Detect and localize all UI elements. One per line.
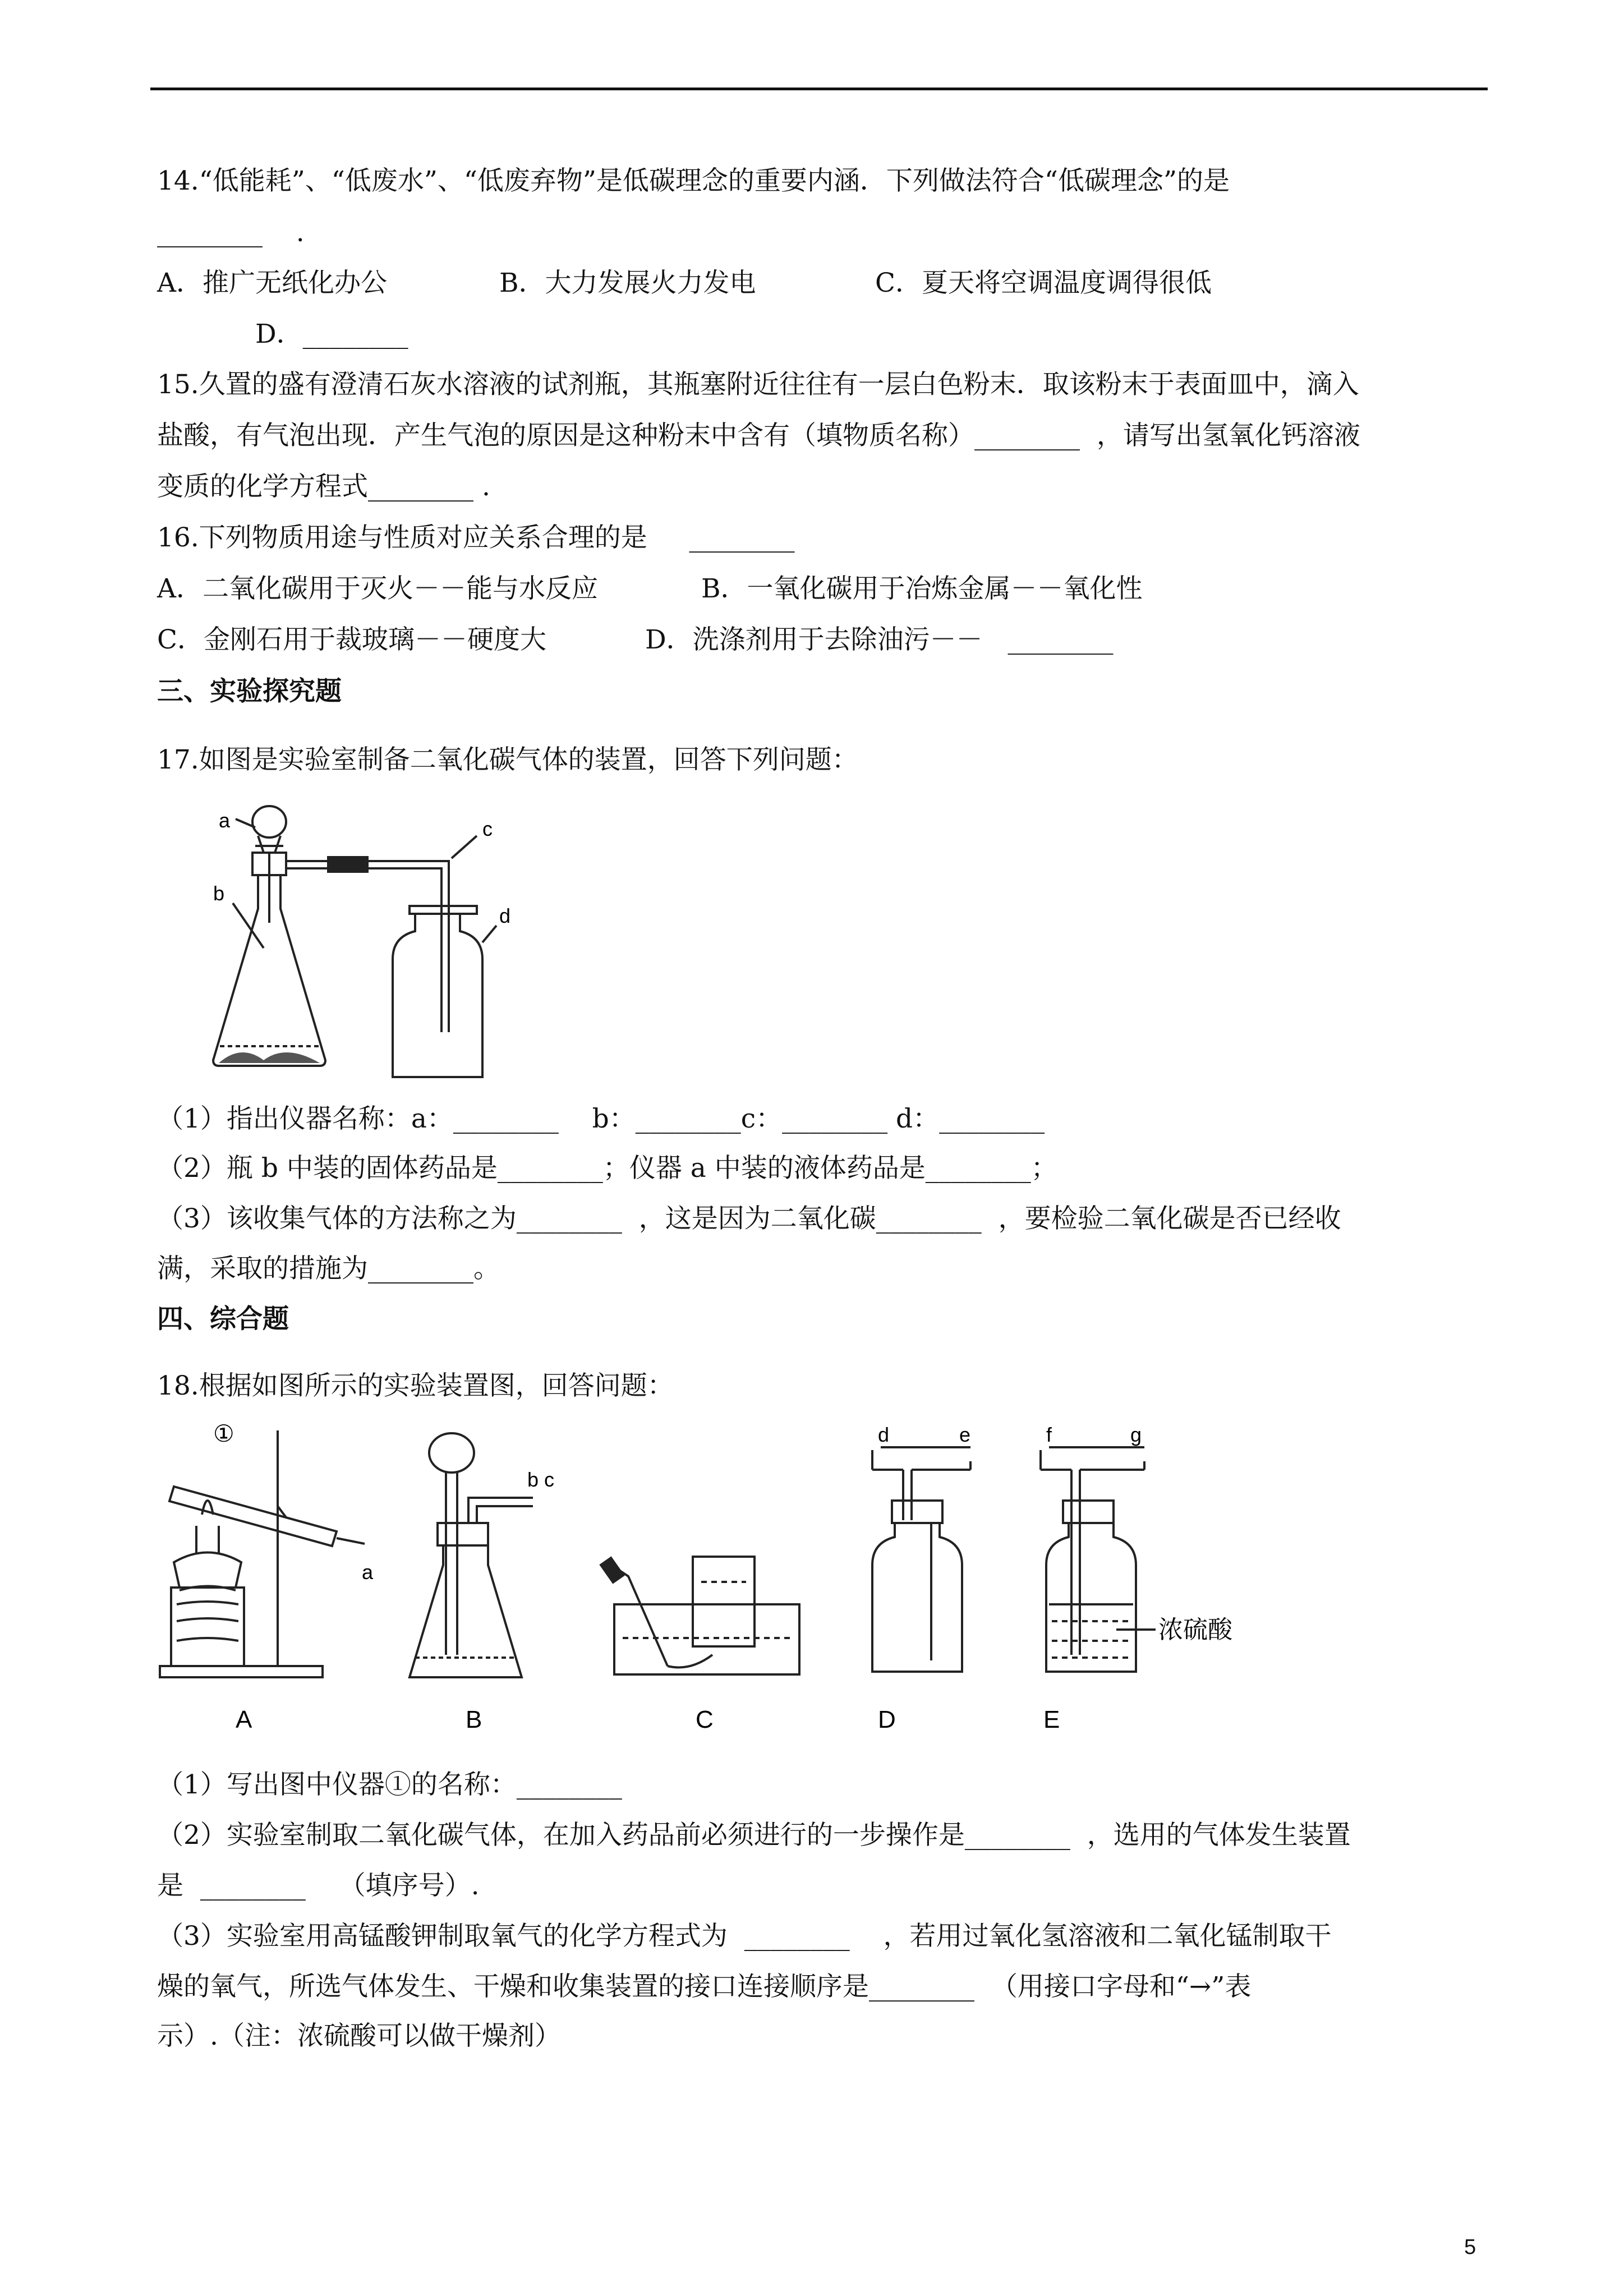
- label-a-outlet: a: [362, 1561, 374, 1584]
- q17-part-1: （1）指出仪器名称：a：________ b：________c：________ d：________: [157, 1103, 1045, 1134]
- caption-E: E: [1043, 1706, 1060, 1733]
- q15-line-3: 变质的化学方程式________ .: [157, 471, 490, 502]
- q17-part-3-line-1: （3）该收集气体的方法称之为________ ，这是因为二氧化碳________ ，要检验二氧化碳是否已经收: [157, 1203, 1341, 1234]
- q16-option-c: C．金刚石用于裁玻璃－－硬度大: [157, 624, 546, 655]
- label-bc-outlets: b c: [527, 1468, 555, 1491]
- q14-answer-blank: ________ .: [157, 217, 305, 248]
- label-a: a: [219, 809, 231, 832]
- lab-apparatus-figure-a-to-e: [151, 1419, 1273, 1745]
- label-d-port: d: [878, 1423, 890, 1446]
- q15-line-1: 15.久置的盛有澄清石灰水溶液的试剂瓶，其瓶塞附近往往有一层白色粉末．取该粉末于表面皿中，滴入: [157, 369, 1359, 400]
- label-e-port: e: [959, 1423, 971, 1446]
- q16-stem: 16.下列物质用途与性质对应关系合理的是 ________: [157, 522, 795, 553]
- q18-part-3-line-3: 示）.（注：浓硫酸可以做干燥剂）: [157, 2021, 561, 2051]
- q17-part-3-line-2: 满，采取的措施为________。: [157, 1253, 500, 1284]
- q18-part-2-line-1: （2）实验室制取二氧化碳气体，在加入药品前必须进行的一步操作是________ ，选用的气体发生装置: [157, 1820, 1351, 1851]
- q14-stem: 14.“低能耗”、“低废水”、“低废弃物”是低碳理念的重要内涵．下列做法符合“低碳理念”的是: [157, 165, 1230, 196]
- q14-option-d: D．________: [255, 319, 408, 349]
- q18-part-1: （1）写出图中仪器①的名称：________: [157, 1769, 622, 1800]
- q18-stem: 18.根据如图所示的实验装置图，回答问题：: [157, 1370, 674, 1401]
- q18-part-2-line-2: 是 ________ （填序号）.: [157, 1870, 480, 1901]
- q14-option-b: B．大力发展火力发电: [499, 268, 756, 298]
- q17-part-2: （2）瓶 b 中装的固体药品是________；仪器 a 中装的液体药品是________；: [157, 1153, 1057, 1184]
- label-d: d: [499, 904, 511, 927]
- label-concentrated-sulfuric-acid: 浓硫酸: [1158, 1616, 1232, 1644]
- q16-option-b: B．一氧化碳用于冶炼金属－－氧化性: [701, 573, 1143, 604]
- co2-generation-apparatus-figure: [202, 797, 533, 1111]
- caption-B: B: [466, 1706, 482, 1733]
- label-g-port: g: [1130, 1423, 1142, 1446]
- q18-part-3-line-2: 燥的氧气，所选气体发生、干燥和收集装置的接口连接顺序是________ （用接口字母和“→”表: [157, 1971, 1252, 2002]
- q15-line-2: 盐酸，有气泡出现．产生气泡的原因是这种粉末中含有（填物质名称）________ ，请写出氢氧化钙溶液: [157, 420, 1360, 451]
- header-rule: [150, 88, 1488, 90]
- label-b: b: [213, 882, 225, 905]
- caption-A: A: [236, 1706, 252, 1733]
- section-4-heading: 四、综合题: [157, 1304, 289, 1335]
- label-c: c: [482, 817, 493, 840]
- q14-option-c: C．夏天将空调温度调得很低: [875, 268, 1212, 298]
- page-number: 5: [1464, 2235, 1476, 2259]
- label-circle-1: ①: [213, 1420, 234, 1447]
- q17-stem: 17.如图是实验室制备二氧化碳气体的装置，回答下列问题：: [157, 744, 858, 775]
- q18-part-3-line-1: （3）实验室用高锰酸钾制取氧气的化学方程式为 ________ ，若用过氧化氢溶液和二氧化锰制取干: [157, 1921, 1332, 1952]
- q16-option-a: A．二氧化碳用于灭火－－能与水反应: [157, 573, 598, 604]
- section-3-heading: 三、实验探究题: [157, 676, 342, 707]
- label-f-port: f: [1046, 1423, 1052, 1446]
- caption-C: C: [696, 1706, 714, 1733]
- q14-option-a: A．推广无纸化办公: [157, 268, 387, 298]
- caption-D: D: [878, 1706, 896, 1733]
- q16-option-d: D．洗涤剂用于去除油污－－ ________: [645, 624, 1114, 655]
